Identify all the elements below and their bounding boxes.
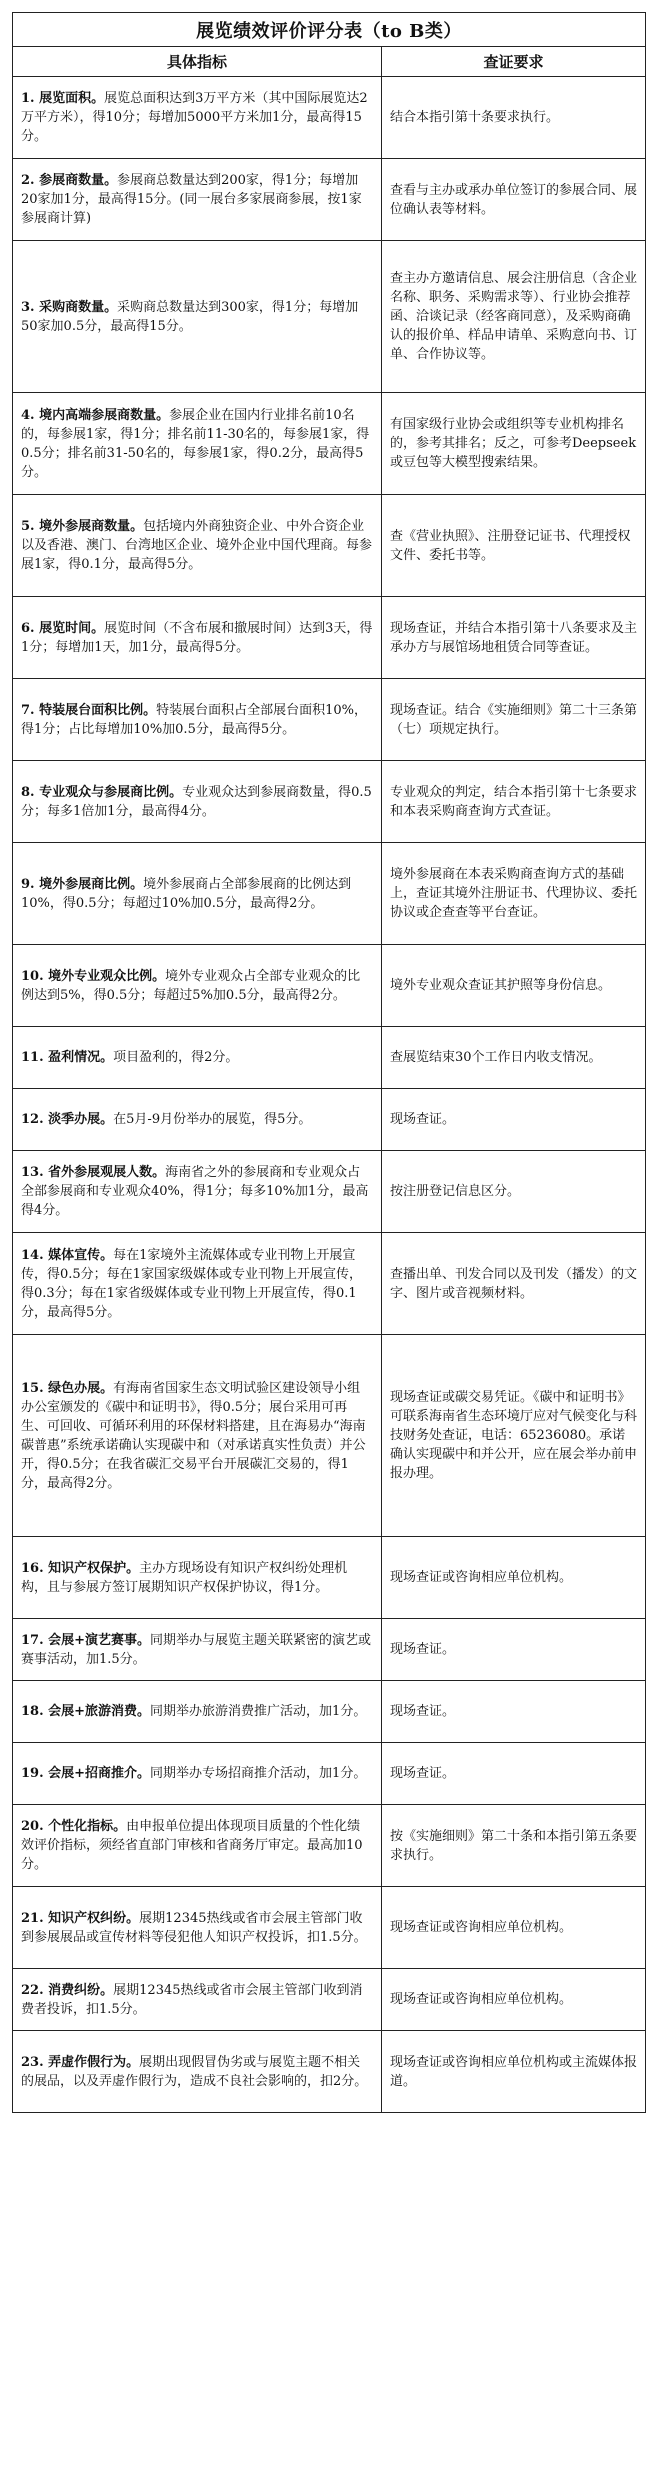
indicator-cell xyxy=(13,843,382,945)
indicator-text: 海南省之外的参展商和专业观众占全部参展商和专业观众40%，得1分；每多10%加1分，最高得4分。 xyxy=(21,1165,369,1218)
indicator-text: 展期出现假冒伪劣或与展览主题不相关的展品，以及弄虚作假行为，造成不良社会影响的，扣2分。 xyxy=(21,2054,368,2089)
requirement-header: 查证要求 xyxy=(382,47,646,77)
requirement-cell: 查主办方邀请信息、展会注册信息（含企业名称、职务、采购需求等）、行业协会推荐函、洽谈记录（经客商同意），及采购商确认的报价单、样品申请单、采购意向书、订单、合作协议等。 xyxy=(382,241,646,393)
table-row xyxy=(13,1027,646,1089)
requirement-cell: 境外参展商在本表采购商查询方式的基础上，查证其境外注册证书、代理协议、委托协议或企查查等平台查证。 xyxy=(382,843,646,945)
table-row xyxy=(13,1619,646,1681)
indicator-name: 14. 媒体宣传。 xyxy=(21,1247,114,1263)
indicator-text: 包括境内外商独资企业、中外合资企业以及香港、澳门、台湾地区企业、境外企业中国代理商。每参展1家，得0.1分，最高得5分。 xyxy=(21,519,373,572)
requirement-cell: 按注册登记信息区分。 xyxy=(382,1151,646,1233)
evaluation-table xyxy=(12,12,646,2113)
indicator-cell xyxy=(13,679,382,761)
indicator-name: 5. 境外参展商数量。 xyxy=(21,519,144,534)
indicator-text: 展期12345热线或省市会展主管部门收到消费者投诉，扣1.5分。 xyxy=(21,1982,363,2017)
indicator-name: 11. 盈利情况。 xyxy=(21,1050,114,1065)
table-row xyxy=(13,2031,646,2113)
indicator-text: 同期举办专场招商推介活动，加1分。 xyxy=(150,1766,367,1781)
table-row xyxy=(13,761,646,843)
indicator-name: 15. 绿色办展。 xyxy=(21,1380,114,1396)
table-row xyxy=(13,495,646,597)
table-row xyxy=(13,393,646,495)
indicator-cell xyxy=(13,241,382,393)
requirement-cell: 查看与主办或承办单位签订的参展合同、展位确认表等材料。 xyxy=(382,159,646,241)
indicator-text: 主办方现场设有知识产权纠纷处理机构，且与参展方签订展期知识产权保护协议，得1分。 xyxy=(21,1560,348,1595)
indicator-name: 18. 会展+旅游消费。 xyxy=(21,1704,151,1719)
indicator-cell xyxy=(13,1887,382,1969)
table-row xyxy=(13,1233,646,1335)
table-row xyxy=(13,241,646,393)
indicator-name: 9. 境外参展商比例。 xyxy=(21,876,144,892)
indicator-text: 特装展台面积占全部展台面积10%，得1分；占比每增加10%加0.5分，最高得5分。 xyxy=(21,702,368,737)
requirement-cell: 结合本指引第十条要求执行。 xyxy=(382,77,646,159)
indicator-name: 8. 专业观众与参展商比例。 xyxy=(21,784,183,800)
requirement-cell: 有国家级行业协会或组织等专业机构排名的，参考其排名；反之，可参考Deepseek或豆包等大模型搜索结果。 xyxy=(382,393,646,495)
requirement-cell: 现场查证。 xyxy=(382,1681,646,1743)
table-row xyxy=(13,1089,646,1151)
table-row xyxy=(13,945,646,1027)
indicator-text: 项目盈利的，得2分。 xyxy=(113,1050,239,1065)
requirement-cell: 查《营业执照》、注册登记证书、代理授权文件、委托书等。 xyxy=(382,495,646,597)
indicator-cell xyxy=(13,1233,382,1335)
indicator-cell xyxy=(13,159,382,241)
indicator-cell xyxy=(13,1681,382,1743)
indicator-text: 展期12345热线或省市会展主管部门收到参展展品或宣传材料等侵犯他人知识产权投诉，扣1.5分。 xyxy=(21,1910,367,1945)
requirement-cell: 现场查证或咨询相应单位机构。 xyxy=(382,1887,646,1969)
indicator-header: 具体指标 xyxy=(13,47,382,77)
table-row xyxy=(13,1969,646,2031)
indicator-cell xyxy=(13,77,382,159)
indicator-cell xyxy=(13,1743,382,1805)
table-row xyxy=(13,1681,646,1743)
table-row xyxy=(13,1335,646,1537)
table-row xyxy=(13,1151,646,1233)
requirement-cell: 现场查证或咨询相应单位机构或主流媒体报道。 xyxy=(382,2031,646,2113)
requirement-cell: 查播出单、刊发合同以及刊发（播发）的文字、图片或音视频材料。 xyxy=(382,1233,646,1335)
requirement-cell: 现场查证或咨询相应单位机构。 xyxy=(382,1537,646,1619)
indicator-name: 21. 知识产权纠纷。 xyxy=(21,1910,140,1926)
indicator-text: 专业观众达到参展商数量，得0.5分；每多1倍加1分，最高得4分。 xyxy=(21,784,372,819)
requirement-cell: 现场查证。 xyxy=(382,1619,646,1681)
indicator-name: 13. 省外参展观展人数。 xyxy=(21,1165,166,1180)
table-body xyxy=(13,77,646,2113)
indicator-cell xyxy=(13,945,382,1027)
indicator-text: 境外专业观众占全部专业观众的比例达到5%，得0.5分；每超过5%加0.5分，最高得2分。 xyxy=(21,968,361,1003)
indicator-text: 每在1家境外主流媒体或专业刊物上开展宣传，得0.5分；每在1家国家级媒体或专业刊物上开展宣传，得0.3分；每在1家省级媒体或专业刊物上开展宣传，得0.1分，最高得5分。 xyxy=(21,1247,362,1320)
table-row xyxy=(13,597,646,679)
indicator-text: 展览总面积达到3万平方米（其中国际展览达2万平方米），得10分；每增加5000平方米加1分，最高得15分。 xyxy=(21,91,368,144)
indicator-cell xyxy=(13,495,382,597)
indicator-name: 7. 特装展台面积比例。 xyxy=(21,702,157,718)
indicator-name: 4. 境内高端参展商数量。 xyxy=(21,407,170,423)
indicator-text: 境外参展商占全部参展商的比例达到10%，得0.5分；每超过10%加0.5分，最高得2分。 xyxy=(21,876,352,911)
table-row xyxy=(13,1887,646,1969)
requirement-cell: 按《实施细则》第二十条和本指引第五条要求执行。 xyxy=(382,1805,646,1887)
indicator-cell xyxy=(13,1089,382,1151)
requirement-cell: 现场查证。 xyxy=(382,1089,646,1151)
indicator-cell xyxy=(13,1537,382,1619)
table-row xyxy=(13,159,646,241)
indicator-cell xyxy=(13,1151,382,1233)
indicator-cell xyxy=(13,761,382,843)
table-row xyxy=(13,1805,646,1887)
indicator-cell xyxy=(13,393,382,495)
indicator-name: 3. 采购商数量。 xyxy=(21,299,118,315)
indicator-cell xyxy=(13,1619,382,1681)
indicator-cell xyxy=(13,1805,382,1887)
table-row xyxy=(13,1743,646,1805)
indicator-name: 12. 淡季办展。 xyxy=(21,1112,114,1127)
indicator-name: 20. 个性化指标。 xyxy=(21,1819,127,1834)
indicator-text: 同期举办旅游消费推广活动，加1分。 xyxy=(150,1704,367,1719)
indicator-text: 参展企业在国内行业排名前10名的，每参展1家，得1分；排名前11-30名的，每参展1家，得0.5分；排名前31-50名的，每参展1家，得0.2分，最高得5分。 xyxy=(21,407,370,480)
indicator-cell xyxy=(13,1027,382,1089)
requirement-cell: 查展览结束30个工作日内收支情况。 xyxy=(382,1027,646,1089)
table-row xyxy=(13,77,646,159)
indicator-name: 6. 展览时间。 xyxy=(21,620,105,636)
indicator-name: 10. 境外专业观众比例。 xyxy=(21,968,166,984)
requirement-cell: 现场查证，并结合本指引第十八条要求及主承办方与展馆场地租赁合同等查证。 xyxy=(382,597,646,679)
requirement-cell: 境外专业观众查证其护照等身份信息。 xyxy=(382,945,646,1027)
requirement-cell: 现场查证或碳交易凭证。《碳中和证明书》可联系海南省生态环境厅应对气候变化与科技财务处查证，电话：65236080。承诺确认实现碳中和并公开，应在展会举办前申报办理。 xyxy=(382,1335,646,1537)
requirement-cell: 现场查证。 xyxy=(382,1743,646,1805)
table-row xyxy=(13,843,646,945)
indicator-text: 展览时间（不含布展和撤展时间）达到3天，得1分；每增加1天，加1分，最高得5分。 xyxy=(21,620,373,655)
table-row xyxy=(13,1537,646,1619)
indicator-name: 16. 知识产权保护。 xyxy=(21,1560,140,1576)
indicator-text: 有海南省国家生态文明试验区建设领导小组办公室颁发的《碳中和证明书》，得0.5分；展台采用可再生、可回收、可循环利用的环保材料搭建，且在海易办“海南碳普惠”系统承诺确认实现碳中和（对承诺真实性负责）并公开，得0.5分；在我省碳汇交易平台开展碳汇交易的，得1分，最高得2分。 xyxy=(21,1380,366,1491)
indicator-text: 参展商总数量达到200家，得1分；每增加20家加1分，最高得15分。(同一展台多家展商参展，按1家参展商计算) xyxy=(21,173,362,226)
requirement-cell: 现场查证或咨询相应单位机构。 xyxy=(382,1969,646,2031)
table-row xyxy=(13,679,646,761)
indicator-name: 17. 会展+演艺赛事。 xyxy=(21,1632,151,1648)
indicator-name: 22. 消费纠纷。 xyxy=(21,1982,114,1998)
requirement-cell: 现场查证。结合《实施细则》第二十三条第（七）项规定执行。 xyxy=(382,679,646,761)
requirement-cell: 专业观众的判定，结合本指引第十七条要求和本表采购商查询方式查证。 xyxy=(382,761,646,843)
table-title: 展览绩效评价评分表（to B类） xyxy=(13,13,646,47)
indicator-text: 由申报单位提出体现项目质量的个性化绩效评价指标，须经省直部门审核和省商务厅审定。最高加10分。 xyxy=(21,1819,363,1872)
indicator-cell xyxy=(13,1969,382,2031)
indicator-name: 23. 弄虚作假行为。 xyxy=(21,2054,140,2070)
indicator-name: 19. 会展+招商推介。 xyxy=(21,1766,151,1781)
indicator-cell xyxy=(13,597,382,679)
indicator-text: 同期举办与展览主题关联紧密的演艺或赛事活动，加1.5分。 xyxy=(21,1632,372,1667)
indicator-text: 在5月-9月份举办的展览，得5分。 xyxy=(113,1112,312,1127)
indicator-cell xyxy=(13,2031,382,2113)
indicator-name: 2. 参展商数量。 xyxy=(21,173,118,188)
indicator-name: 1. 展览面积。 xyxy=(21,91,105,106)
indicator-text: 采购商总数量达到300家，得1分；每增加50家加0.5分，最高得15分。 xyxy=(21,299,359,334)
indicator-cell xyxy=(13,1335,382,1537)
